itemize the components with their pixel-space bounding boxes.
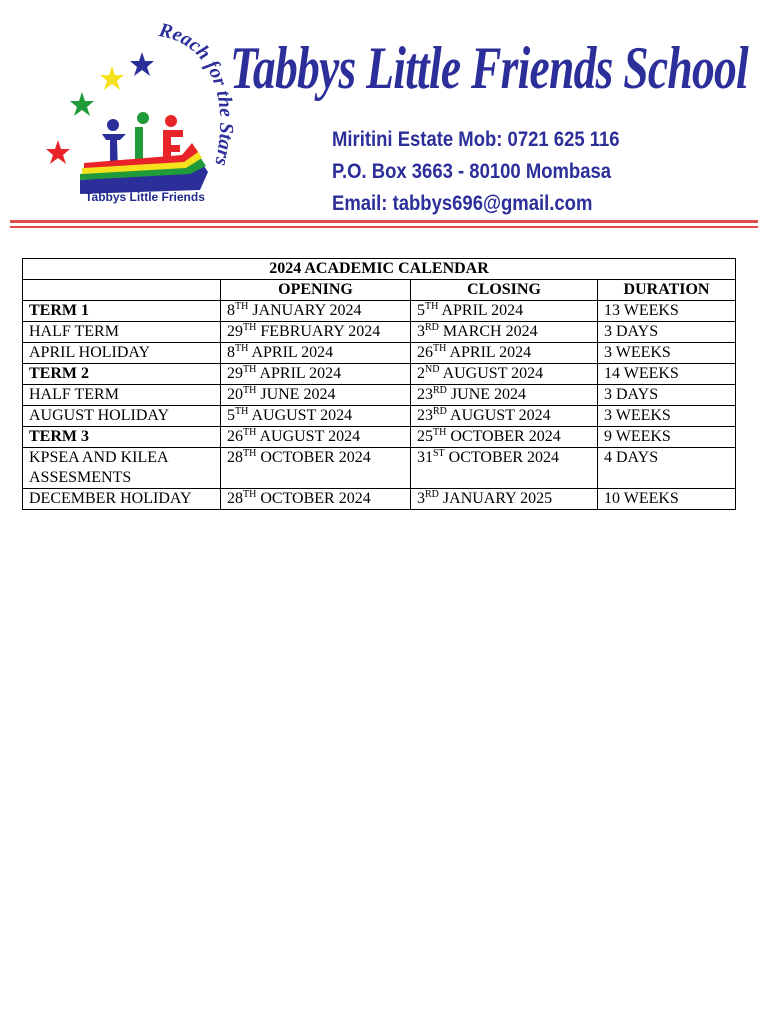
- closing-month-year: AUGUST 2024: [446, 407, 551, 424]
- opening-date: [221, 301, 411, 322]
- closing-month-year: MARCH 2024: [438, 323, 538, 340]
- table-row: [23, 427, 736, 448]
- school-name: Tabbys Little Friends School: [230, 35, 748, 101]
- duration: 4 DAYS: [598, 448, 736, 489]
- closing-suffix: ND: [425, 364, 440, 375]
- opening-month-year: FEBRUARY 2024: [256, 323, 381, 340]
- opening-date: [221, 385, 411, 406]
- duration: 3 DAYS: [598, 385, 736, 406]
- red-star-icon: [46, 140, 70, 164]
- opening-suffix: TH: [243, 385, 257, 396]
- closing-month-year: APRIL 2024: [438, 302, 524, 319]
- table-title-row: [23, 259, 736, 280]
- header-opening: OPENING: [221, 280, 411, 301]
- duration: 9 WEEKS: [598, 427, 736, 448]
- period-label: DECEMBER HOLIDAY: [23, 489, 221, 510]
- header-divider: [10, 226, 758, 228]
- table-header-row: [23, 280, 736, 301]
- opening-suffix: TH: [243, 448, 257, 459]
- opening-date: [221, 406, 411, 427]
- closing-date: [411, 322, 598, 343]
- opening-day: 29: [227, 365, 243, 382]
- contact-email: Email: tabbys696@gmail.com: [332, 192, 593, 215]
- closing-month-year: APRIL 2024: [446, 344, 532, 361]
- opening-suffix: TH: [235, 301, 249, 312]
- opening-month-year: APRIL 2024: [248, 344, 334, 361]
- period-label: TERM 3: [23, 427, 221, 448]
- closing-suffix: RD: [425, 322, 439, 333]
- opening-suffix: TH: [243, 489, 257, 500]
- duration: 10 WEEKS: [598, 489, 736, 510]
- contact-address-phone: Miritini Estate Mob: 0721 625 116: [332, 128, 620, 151]
- closing-date: [411, 301, 598, 322]
- opening-date: [221, 322, 411, 343]
- closing-day: 23: [417, 386, 433, 403]
- closing-suffix: RD: [433, 406, 447, 417]
- period-label: AUGUST HOLIDAY: [23, 406, 221, 427]
- letterhead: [10, 14, 758, 232]
- table-row: [23, 385, 736, 406]
- closing-month-year: OCTOBER 2024: [446, 428, 561, 445]
- opening-month-year: JUNE 2024: [256, 386, 336, 403]
- green-star-icon: [70, 92, 94, 116]
- closing-suffix: RD: [433, 385, 447, 396]
- closing-date: [411, 489, 598, 510]
- opening-month-year: APRIL 2024: [256, 365, 342, 382]
- closing-month-year: OCTOBER 2024: [444, 449, 560, 466]
- closing-suffix: TH: [433, 343, 447, 354]
- closing-date: [411, 343, 598, 364]
- closing-date: [411, 364, 598, 385]
- closing-month-year: JUNE 2024: [446, 386, 527, 403]
- closing-day: 25: [417, 428, 433, 445]
- academic-calendar-table: [22, 258, 736, 510]
- closing-day: 26: [417, 344, 433, 361]
- duration: 14 WEEKS: [598, 364, 736, 385]
- closing-suffix: ST: [433, 448, 445, 459]
- logo-caption: Tabbys Little Friends: [85, 190, 205, 204]
- opening-day: 5: [227, 407, 235, 424]
- blue-star-icon: [130, 52, 154, 76]
- opening-date: [221, 364, 411, 385]
- opening-suffix: TH: [243, 427, 257, 438]
- table-title: 2024 ACADEMIC CALENDAR: [23, 259, 736, 280]
- opening-suffix: TH: [235, 406, 249, 417]
- opening-date: [221, 489, 411, 510]
- period-label: HALF TERM: [23, 322, 221, 343]
- opening-day: 28: [227, 490, 243, 507]
- closing-suffix: RD: [425, 489, 439, 500]
- closing-day: 2: [417, 365, 425, 382]
- figure-head-icon: [165, 115, 177, 127]
- closing-date: [411, 448, 598, 489]
- table-row: [23, 322, 736, 343]
- closing-suffix: TH: [425, 301, 439, 312]
- opening-day: 20: [227, 386, 243, 403]
- opening-suffix: TH: [243, 322, 257, 333]
- duration: 13 WEEKS: [598, 301, 736, 322]
- header-divider: [10, 220, 758, 223]
- closing-date: [411, 385, 598, 406]
- opening-day: 8: [227, 302, 235, 319]
- closing-date: [411, 427, 598, 448]
- contact-po-box: P.O. Box 3663 - 80100 Mombasa: [332, 160, 612, 183]
- header-closing: CLOSING: [411, 280, 598, 301]
- period-label: KPSEA AND KILEA ASSESMENTS: [23, 448, 221, 489]
- opening-suffix: TH: [243, 364, 257, 375]
- closing-date: [411, 406, 598, 427]
- opening-date: [221, 448, 411, 489]
- opening-suffix: TH: [235, 343, 249, 354]
- yellow-star-icon: [100, 66, 124, 90]
- closing-day: 31: [417, 449, 433, 466]
- header-duration: DURATION: [598, 280, 736, 301]
- period-label: APRIL HOLIDAY: [23, 343, 221, 364]
- table-row: [23, 301, 736, 322]
- header-cell-blank: [23, 280, 221, 301]
- opening-month-year: AUGUST 2024: [248, 407, 353, 424]
- figure-head-icon: [107, 119, 119, 131]
- period-label: HALF TERM: [23, 385, 221, 406]
- duration: 3 WEEKS: [598, 343, 736, 364]
- figure-head-icon: [137, 112, 149, 124]
- opening-month-year: OCTOBER 2024: [256, 490, 371, 507]
- opening-day: 29: [227, 323, 243, 340]
- duration: 3 WEEKS: [598, 406, 736, 427]
- opening-day: 28: [227, 449, 243, 466]
- opening-month-year: JANUARY 2024: [248, 302, 362, 319]
- table-row: [23, 364, 736, 385]
- opening-day: 26: [227, 428, 243, 445]
- period-label: TERM 2: [23, 364, 221, 385]
- closing-day: 3: [417, 323, 425, 340]
- table-row: [23, 489, 736, 510]
- opening-date: [221, 427, 411, 448]
- closing-suffix: TH: [433, 427, 447, 438]
- opening-month-year: AUGUST 2024: [256, 428, 361, 445]
- opening-day: 8: [227, 344, 235, 361]
- logo-motto: Reach for the Stars: [157, 22, 238, 168]
- closing-month-year: AUGUST 2024: [439, 365, 544, 382]
- closing-day: 23: [417, 407, 433, 424]
- closing-day: 3: [417, 490, 425, 507]
- table-row: [23, 406, 736, 427]
- closing-month-year: JANUARY 2025: [438, 490, 553, 507]
- table-row: [23, 448, 736, 489]
- closing-day: 5: [417, 302, 425, 319]
- opening-month-year: OCTOBER 2024: [256, 449, 371, 466]
- period-label: TERM 1: [23, 301, 221, 322]
- opening-date: [221, 343, 411, 364]
- table-row: [23, 343, 736, 364]
- duration: 3 DAYS: [598, 322, 736, 343]
